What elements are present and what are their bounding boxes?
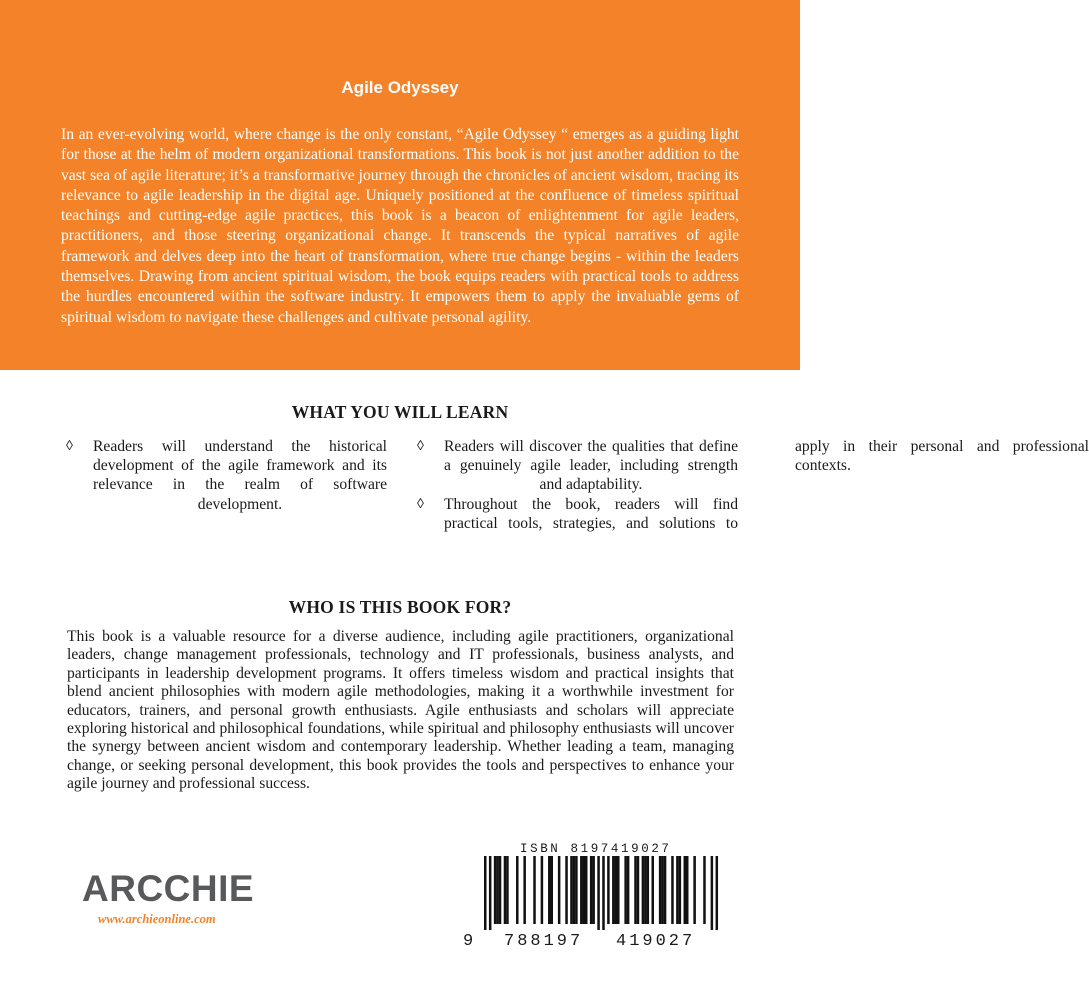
barcode-bar <box>637 856 640 924</box>
barcode-bar <box>615 856 618 924</box>
isbn-label: ISBN 8197419027 <box>520 842 672 856</box>
barcode-bar <box>489 856 492 930</box>
barcode-bar <box>617 856 620 924</box>
barcode-bar <box>583 856 586 924</box>
publisher-website-link[interactable]: www.archieonline.com <box>98 912 216 926</box>
barcode-bar <box>642 856 645 924</box>
barcode-bar <box>590 856 593 924</box>
barcode-bar <box>533 856 536 924</box>
barcode-bar <box>676 856 679 924</box>
barcode-lead-digit: 9 <box>463 932 477 951</box>
barcode-bar <box>686 856 689 924</box>
barcode-bar <box>627 856 630 924</box>
barcode-bar <box>575 856 578 924</box>
barcode-bar <box>558 856 561 924</box>
barcode-bar <box>647 856 650 924</box>
barcode-bar <box>504 856 507 924</box>
diamond-bullet-icon: ◊ <box>66 439 73 454</box>
barcode-bar <box>634 856 637 924</box>
barcode-bar <box>659 856 662 924</box>
cover-orange-panel <box>0 0 800 370</box>
barcode-bar <box>684 856 687 924</box>
what-you-will-learn-heading: WHAT YOU WILL LEARN <box>291 402 509 422</box>
barcode-bar <box>592 856 595 924</box>
barcode-bar <box>551 856 554 924</box>
barcode-bar <box>506 856 509 924</box>
learning-points-list <box>66 437 1089 547</box>
learning-point-text: Readers will understand the historical development of the agile framework and its relevance in the realm of software development. <box>93 438 387 513</box>
barcode-bar <box>580 856 583 924</box>
barcode-bar <box>496 856 499 924</box>
barcode-bar <box>565 856 568 924</box>
barcode-bar <box>711 856 714 930</box>
barcode-bar <box>516 856 519 924</box>
barcode-bar <box>612 856 615 924</box>
barcode-bar <box>644 856 647 924</box>
barcode-bar <box>716 856 719 930</box>
barcode-bar <box>484 856 487 930</box>
barcode-bar <box>573 856 576 924</box>
barcode-bar <box>585 856 588 924</box>
barcode-bar <box>651 856 654 924</box>
learning-point-text: Throughout the book, readers will find practical tools, strategies, and solutions to apply in their personal and professional contexts. <box>444 438 1089 532</box>
barcode-right-digits: 419027 <box>616 932 696 951</box>
barcode-bar <box>570 856 573 924</box>
barcode-bar <box>693 856 696 924</box>
barcode-left-digits: 788197 <box>504 932 584 951</box>
barcode-bar <box>664 856 667 924</box>
barcode-bar <box>671 856 674 924</box>
barcode-bar <box>602 856 605 930</box>
barcode-bar <box>624 856 627 924</box>
who-is-this-book-for-heading: WHO IS THIS BOOK FOR? <box>288 597 512 617</box>
publisher-logo: ARCCHIE <box>82 868 255 909</box>
learning-point <box>417 437 738 495</box>
barcode-bar <box>499 856 502 924</box>
barcode-bar <box>607 856 610 924</box>
barcode-bar <box>494 856 497 924</box>
isbn-barcode <box>484 856 718 930</box>
book-blurb: In an ever-evolving world, where change is the only constant, “Agile Odyssey “ emerges as a guiding light for those at the helm of modern organizational transformations. This book is not just another addition to the vast sea of agile literature; it’s a transformative journey through the chronicles of ancient wisdom, tracing its relevance to agile leadership in the digital age. Uniquely positioned at the confluence of timeless spiritual teachings and cutting-edge agile practices, this book is a beacon of enlightenment for agile leaders, practitioners, and those steering organizational change. It transcends the typical narratives of agile framework and delves deep into the heart of transformation, where true change begins - within the leaders themselves. Drawing from ancient spiritual wisdom, the book equips readers with practical tools to address the hurdles encountered within the software industry. It empowers them to apply the invaluable gems of spiritual wisdom to navigate these challenges and cultivate personal agility. <box>61 126 739 326</box>
barcode-bar <box>679 856 682 924</box>
book-title: Agile Odyssey <box>341 78 459 97</box>
audience-description: This book is a valuable resource for a diverse audience, including agile practitioners, organizational leaders, change management professionals, technology and IT professionals, business analysts, and participants in leadership development programs. It offers timeless wisdom and practical insights that blend ancient philosophies with modern agile methodologies, making it a worthwhile investment for educators, trainers, and personal growth enthusiasts. Agile enthusiasts and scholars will appreciate exploring historical and philosophical foundations, while spiritual and philosophy enthusiasts will uncover the synergy between ancient wisdom and contemporary leadership. Whether leading a team, managing change, or seeking personal development, this book provides the tools and perspectives to enhance your agile journey and professional success. <box>67 628 734 793</box>
barcode-bar <box>703 856 706 924</box>
barcode-bar <box>541 856 544 924</box>
barcode-bar <box>597 856 600 930</box>
barcode-bar <box>661 856 664 924</box>
learning-point <box>66 437 387 514</box>
diamond-bullet-icon: ◊ <box>417 439 424 454</box>
barcode-bar <box>548 856 551 924</box>
diamond-bullet-icon: ◊ <box>417 496 424 512</box>
learning-point-text: Readers will discover the qualities that define a genuinely agile leader, including strength and adaptability. <box>444 438 738 494</box>
barcode-bar <box>523 856 526 924</box>
